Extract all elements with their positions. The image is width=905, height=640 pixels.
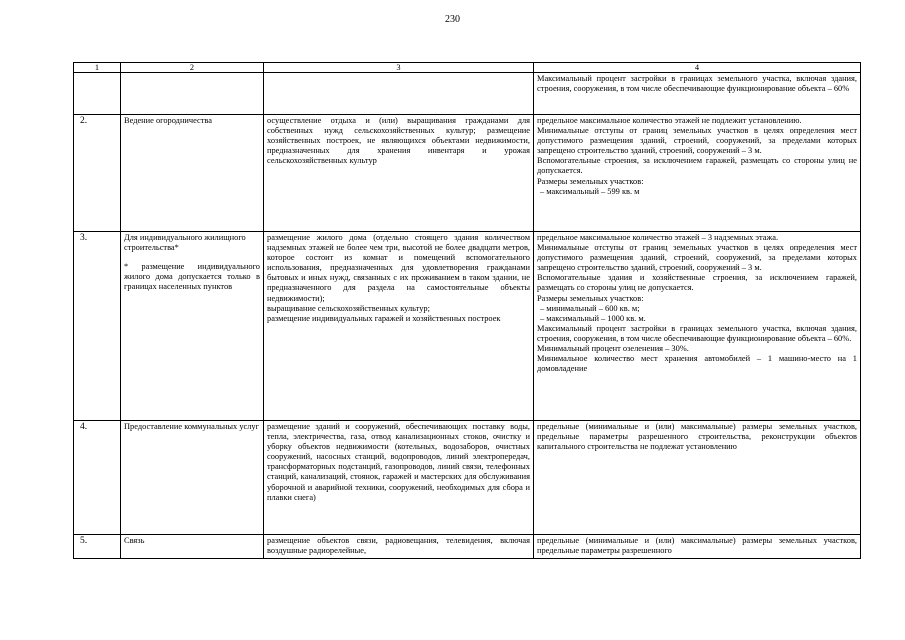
use-type-cell [121,535,264,559]
parameter-text: предельное максимальное количество этажей – 3 надземных этажа. [537,233,779,242]
header-cell: 1 [74,63,121,73]
parameter-text: Размеры земельных участков: [537,176,644,186]
use-type-cell [121,73,264,115]
description-text: выращивание сельскохозяйственных культур; [267,303,430,313]
row-number: 4. [74,421,121,535]
page-number: 230 [445,14,460,25]
parameter-bullet: – максимальный – 599 кв. м [540,186,640,196]
parameter-bullet: – минимальный – 600 кв. м; [540,303,640,313]
description-cell [264,421,534,535]
use-type-footnote: * размещение индивидуального жилого дома допускается только в границах населенных пунктов [124,262,260,292]
table-row [74,115,861,232]
parameters-cell [534,73,861,115]
parameter-text: Максимальный процент застройки в границах земельного участка, включая здания, строения, сооружения, в том числе обеспечивающие функционирование объекта – 60%. [537,323,857,343]
description-text: размещение индивидуальных гаражей и хозяйственных построек [267,313,501,323]
parameter-text: предельные (минимальные и (или) максимальные) размеры земельных участков, предельные параметры разрешенного строительства, реконструкции объектов капитального строительства не подлежат установлению [537,422,857,452]
parameter-text: Вспомогательные здания и хозяйственные строения, за исключением гаражей, размещать со стороны улиц не допускается. [537,273,857,293]
row-number: 2. [74,115,121,232]
header-cell: 3 [264,63,534,73]
parameter-text: Максимальный процент застройки в границах земельного участка, включая здания, строения, сооружения, в том числе обеспечивающие функционирование объекта – 60% [537,74,857,94]
parameter-text: Минимальные отступы от границ земельных участков в целях определения мест допустимого размещения зданий, строений, сооружений, за пределами которых запрещено строительство зданий, строений, сооружений – 3 м. [537,243,857,273]
table-row [74,535,861,559]
description-cell [264,115,534,232]
description-cell [264,535,534,559]
parameters-cell [534,421,861,535]
parameters-cell [534,115,861,232]
description-cell [264,232,534,421]
use-type-name: Предоставление коммунальных услуг [124,422,260,431]
description-text: размещение зданий и сооружений, обеспечивающих поставку воды, тепла, электричества, газа, отвод канализационных стоков, очистку и уборку объектов недвижимости (котельных, водозаборов, очистных сооружений, насосных станций, водопроводов, линий электропередач, трансформаторных подстанций, газопроводов, линий связи, телефонных станций, канализаций, стоянок, гаражей и мастерских для обслуживания уборочной и аварийной техники, сооружений, необходимых для сбора и плавки снега) [267,422,530,502]
use-type-name: Связь [124,536,145,545]
parameter-text: Минимальный процент озеленения – 30%. [537,344,689,354]
parameter-text: Вспомогательные строения, за исключением гаражей, размещать со стороны улиц не допускается. [537,156,857,176]
table-row [74,73,861,115]
parameter-text: Минимальные отступы от границ земельных участков в целях определения мест допустимого размещения зданий, строений, сооружений, за пределами которых запрещено строительство зданий, строений, сооружений – 3 м. [537,126,857,156]
use-type-name: Для индивидуального жилищного строительства* [124,233,246,253]
row-number [74,73,121,115]
use-type-cell [121,232,264,421]
use-type-cell [121,421,264,535]
table-header-row [74,63,861,73]
description-text: размещение жилого дома (отдельно стоящего здания количеством надземных этажей не более чем три, высотой не более двадцати метров, которое состоит из комнат и помещений вспомогательного использования, предназначенных для удовлетворения гражданами бытовых и иных нужд, связанных с их проживанием в таком здании, не предназначенного для раздела на самостоятельные объекты недвижимости); [267,233,530,303]
parameter-text: Минимальное количество мест хранения автомобилей – 1 машино-место на 1 домовладение [537,354,857,374]
description-text: размещение объектов связи, радиовещания, телевидения, включая воздушные радиорелейные, [267,536,530,556]
parameter-bullet: – максимальный – 1000 кв. м. [540,313,646,323]
use-type-cell [121,115,264,232]
table-row [74,232,861,421]
row-number: 5. [74,535,121,559]
parameters-cell [534,232,861,421]
land-use-table [73,62,861,559]
header-cell: 2 [121,63,264,73]
table-row [74,421,861,535]
row-number: 3. [74,232,121,421]
parameter-text: предельное максимальное количество этажей не подлежит установлению. [537,116,802,125]
header-cell: 4 [534,63,861,73]
parameters-cell [534,535,861,559]
parameter-text: Размеры земельных участков: [537,293,644,303]
description-text: осуществление отдыха и (или) выращивания гражданами для собственных нужд сельскохозяйственных культур; размещение хозяйственных построек, не являющихся объектами недвижимости, предназначенных для хранения инвентаря и урожая сельскохозяйственных культур [267,116,530,166]
use-type-name: Ведение огородничества [124,116,212,125]
description-cell [264,73,534,115]
parameter-text: предельные (минимальные и (или) максимальные) размеры земельных участков, предельные параметры разрешенного [537,536,857,556]
